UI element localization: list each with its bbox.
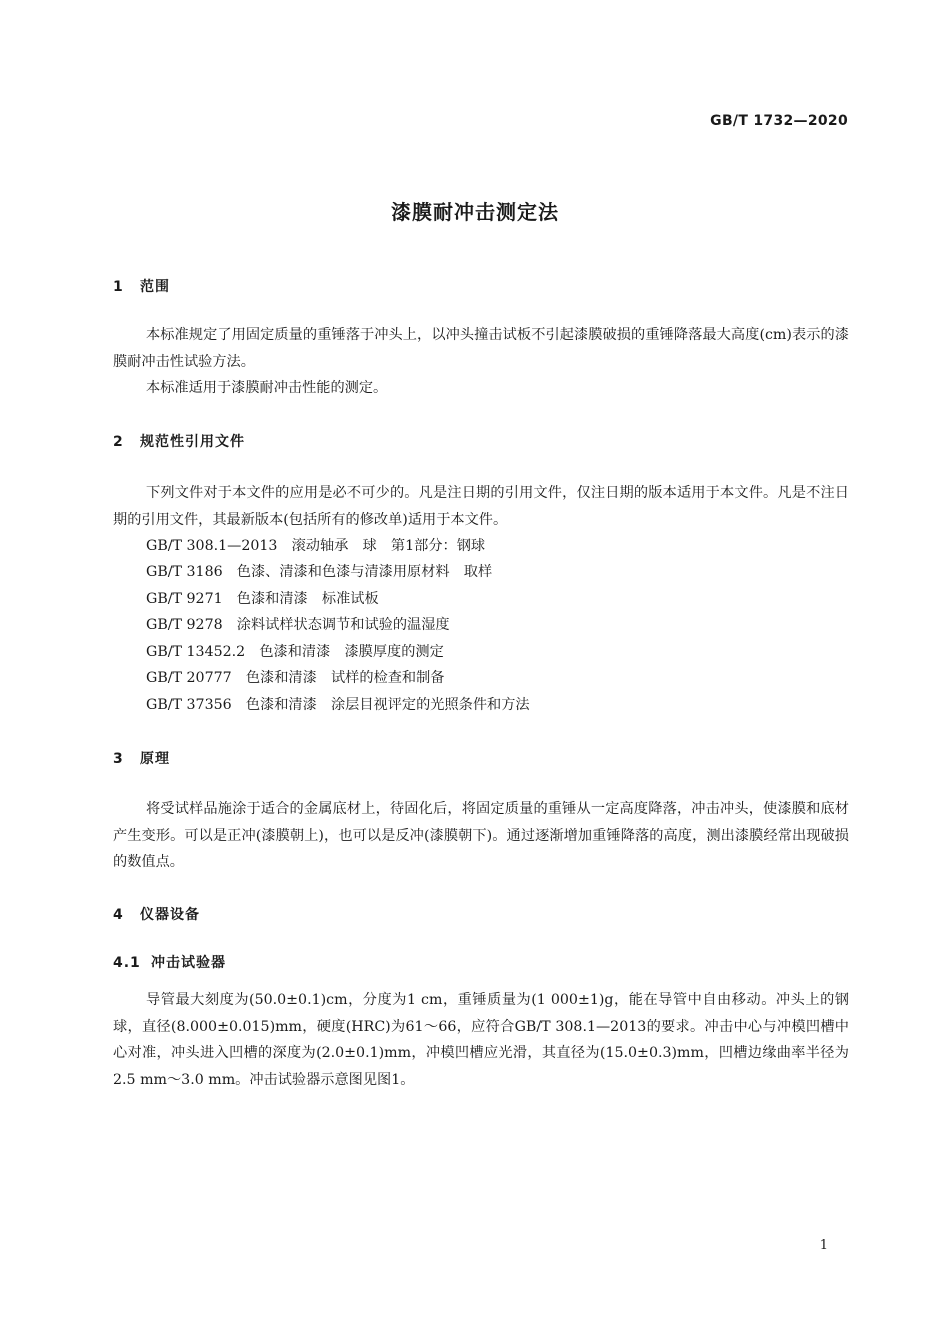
section-4-title: 仪器设备 xyxy=(140,907,200,923)
section-3-paragraph-1: 将受试样品施涂于适合的金属底材上，待固化后，将固定质量的重锤从一定高度降落，冲击冲头，使漆膜和底材产生变形。可以是正冲(漆膜朝上)，也可以是反冲(漆膜朝下)。通过逐渐增加重锤降落的高度，测出漆膜经常出现破损的数值点。 xyxy=(113,801,849,870)
section-1-heading xyxy=(113,276,170,296)
section-4-1-paragraph-1: 导管最大刻度为(50.0±0.1)cm，分度为1 cm，重锤质量为(1 000±1)g，能在导管中自由移动。冲头上的钢球，直径(8.000±0.015)mm，硬度(HRC)为61～66，应符合GB/T 308.1—2013的要求。冲击中心与冲模凹槽中心对准，冲头进入凹槽的深度为(2.0±0.1)mm，冲模凹槽应光滑，其直径为(15.0±0.3)mm，凹槽边缘曲率半径为2.5 mm～3.0 mm。冲击试验器示意图见图1。 xyxy=(113,992,849,1088)
section-2-number: 2 xyxy=(113,434,124,450)
reference-item: GB/T 13452.2 色漆和清漆 漆膜厚度的测定 xyxy=(146,644,444,660)
section-4-1-number: 4.1 xyxy=(113,955,141,971)
section-1-number: 1 xyxy=(113,279,124,295)
section-3-heading xyxy=(113,748,170,768)
section-1-paragraph-2: 本标准适用于漆膜耐冲击性能的测定。 xyxy=(146,380,388,396)
standard-code: GB/T 1732—2020 xyxy=(710,113,848,129)
section-4-1-heading xyxy=(113,952,226,972)
section-2-heading xyxy=(113,431,245,451)
section-4-1-title: 冲击试验器 xyxy=(151,955,226,971)
reference-item: GB/T 9278 涂料试样状态调节和试验的温湿度 xyxy=(146,617,450,633)
section-2-intro: 下列文件对于本文件的应用是必不可少的。凡是注日期的引用文件，仅注日期的版本适用于本文件。凡是不注日期的引用文件，其最新版本(包括所有的修改单)适用于本文件。 xyxy=(113,485,849,528)
section-4-number: 4 xyxy=(113,907,124,923)
section-1-paragraph-1: 本标准规定了用固定质量的重锤落于冲头上，以冲头撞击试板不引起漆膜破损的重锤降落最大高度(cm)表示的漆膜耐冲击性试验方法。 xyxy=(113,327,849,370)
reference-item: GB/T 3186 色漆、清漆和色漆与清漆用原材料 取样 xyxy=(146,564,493,580)
section-1-title: 范围 xyxy=(140,279,170,295)
page-number: 1 xyxy=(819,1238,828,1253)
reference-item: GB/T 9271 色漆和清漆 标准试板 xyxy=(146,591,379,607)
document-title: 漆膜耐冲击测定法 xyxy=(391,200,559,224)
section-4-heading xyxy=(113,904,200,924)
reference-item: GB/T 37356 色漆和清漆 涂层目视评定的光照条件和方法 xyxy=(146,697,530,713)
reference-item: GB/T 308.1—2013 滚动轴承 球 第1部分：钢球 xyxy=(146,538,486,554)
section-2-title: 规范性引用文件 xyxy=(140,434,245,450)
section-3-title: 原理 xyxy=(140,751,170,767)
reference-item: GB/T 20777 色漆和清漆 试样的检查和制备 xyxy=(146,670,445,686)
section-3-number: 3 xyxy=(113,751,124,767)
